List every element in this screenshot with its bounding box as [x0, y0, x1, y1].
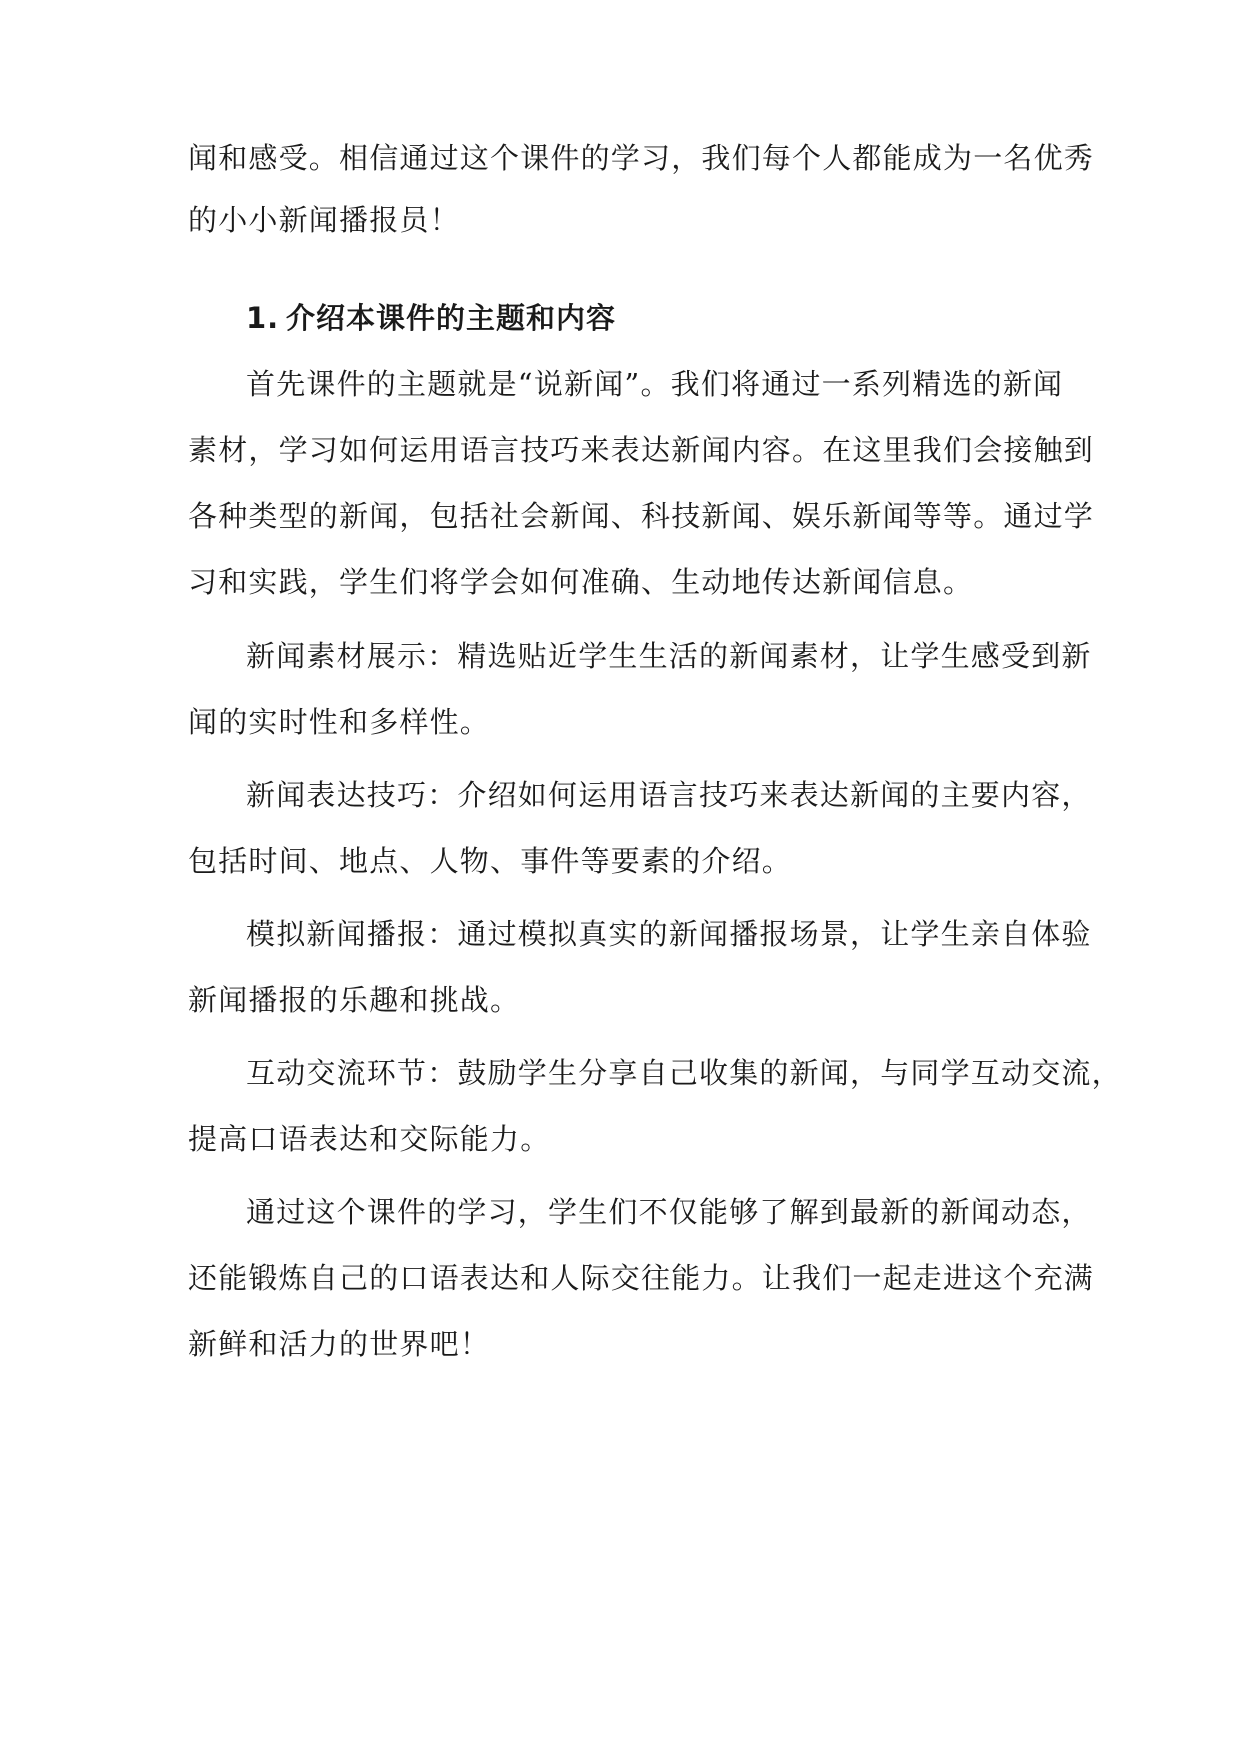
paragraph-3-line-2: 包括时间、地点、人物、事件等要素的介绍。	[188, 844, 793, 878]
paragraph-4-line-2: 新闻播报的乐趣和挑战。	[188, 983, 521, 1017]
paragraph-2-line-1: 新闻素材展示：精选贴近学生生活的新闻素材，让学生感受到新	[246, 639, 1092, 673]
paragraph-1-line-1: 首先课件的主题就是“说新闻”。我们将通过一系列精选的新闻	[246, 367, 1064, 401]
section-number: 1.	[246, 301, 280, 335]
paragraph-3-line-1: 新闻表达技巧：介绍如何运用语言技巧来表达新闻的主要内容，	[246, 778, 1092, 812]
paragraph-5-line-1: 互动交流环节：鼓励学生分享自己收集的新闻，与同学互动交流，	[246, 1056, 1122, 1090]
paragraph-1-line-2: 素材，学习如何运用语言技巧来表达新闻内容。在这里我们会接触到	[188, 433, 1095, 467]
paragraph-4-line-1: 模拟新闻播报：通过模拟真实的新闻播报场景，让学生亲自体验	[246, 917, 1092, 951]
intro-line-2: 的小小新闻播报员！	[188, 203, 460, 237]
paragraph-6-line-3: 新鲜和活力的世界吧！	[188, 1327, 491, 1361]
paragraph-6-line-2: 还能锻炼自己的口语表达和人际交往能力。让我们一起走进这个充满	[188, 1261, 1095, 1295]
section-title: 介绍本课件的主题和内容	[286, 301, 617, 335]
paragraph-1-line-4: 习和实践，学生们将学会如何准确、生动地传达新闻信息。	[188, 565, 974, 599]
intro-line-1: 闻和感受。相信通过这个课件的学习，我们每个人都能成为一名优秀	[188, 141, 1095, 175]
paragraph-2-line-2: 闻的实时性和多样性。	[188, 705, 491, 739]
paragraph-1-line-3: 各种类型的新闻，包括社会新闻、科技新闻、娱乐新闻等等。通过学	[188, 499, 1095, 533]
section-heading	[246, 298, 616, 338]
paragraph-5-line-2: 提高口语表达和交际能力。	[188, 1122, 551, 1156]
paragraph-6-line-1: 通过这个课件的学习，学生们不仅能够了解到最新的新闻动态，	[246, 1195, 1092, 1229]
